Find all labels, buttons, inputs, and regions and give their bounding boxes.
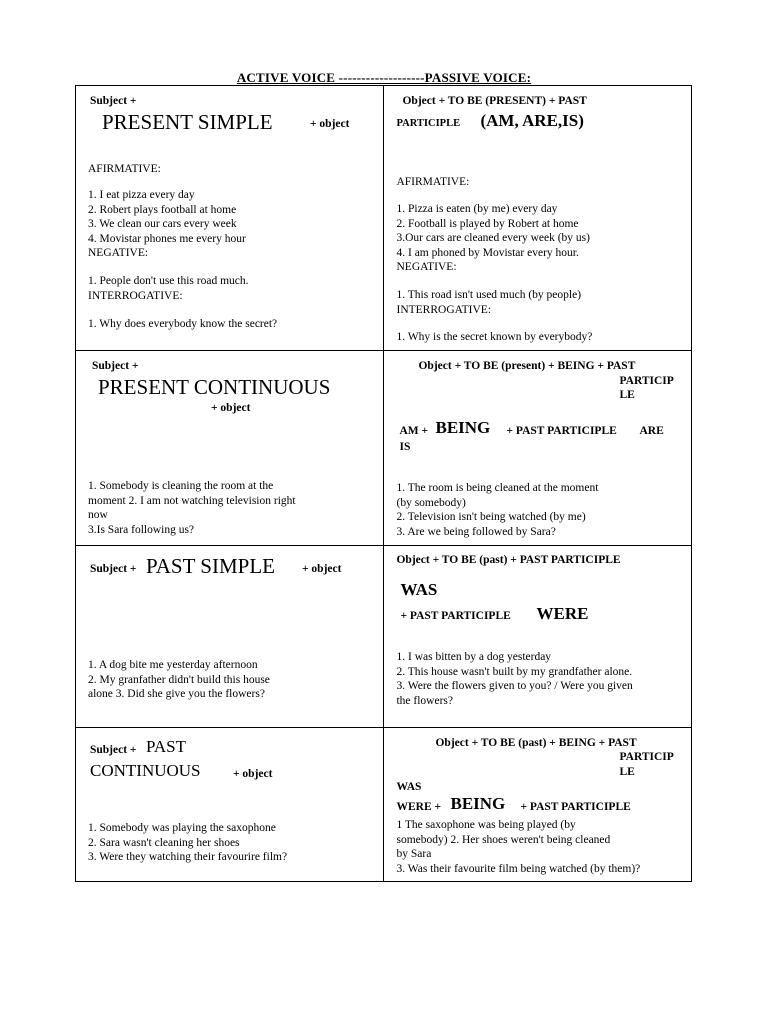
example-line: 2. Television isn't being watched (by me) (396, 511, 586, 523)
passive-formula-cont: PARTICIP (619, 375, 674, 387)
example-line: 3. Were they watching their favourire film? (88, 851, 288, 863)
object-label: + object (233, 768, 273, 780)
table-row (76, 351, 692, 546)
example-line: 1. This road isn't used much (by people) (396, 289, 582, 301)
examples (396, 481, 598, 539)
example-line: 1. Somebody is cleaning the room at the (88, 480, 274, 492)
example-line: 2. Robert plays football at home (88, 203, 237, 216)
object-label: + object (302, 563, 342, 575)
affirmative-label: AFIRMATIVE: (396, 176, 470, 188)
interrogative-examples (396, 330, 592, 345)
active-cell (76, 728, 384, 882)
page-title: ACTIVE VOICE -------------------PASSIVE VOICE: (236, 70, 532, 85)
passive-cell (384, 546, 692, 728)
voice-table (75, 85, 692, 882)
past-participle-label: + PAST PARTICIPLE (506, 425, 617, 437)
affirmative-examples (396, 202, 589, 275)
were-label: WERE (536, 604, 589, 623)
subject-label: Subject + (90, 744, 137, 756)
example-line: 3.Our cars are cleaned every week (by us) (396, 232, 590, 244)
passive-forms: (AM, ARE,IS) (480, 111, 584, 130)
passive-formula-cont: LE (619, 766, 635, 778)
subject-label: Subject + (90, 95, 137, 107)
subject-label: Subject + (90, 563, 137, 575)
was-label: WAS (396, 781, 422, 793)
active-cell (76, 546, 384, 728)
tense-title: PAST (146, 737, 187, 756)
negative-examples (396, 288, 581, 317)
being-label: BEING (435, 418, 491, 437)
subject-label: Subject + (92, 360, 139, 372)
example-line: 1. People don't use this road much. (88, 275, 249, 287)
being-label: BEING (450, 794, 506, 813)
passive-cell (384, 86, 692, 351)
tense-title-cont: CONTINUOUS (90, 761, 201, 780)
example-line: 4. Movistar phones me every hour (88, 232, 246, 245)
passive-formula: Object + TO BE (PRESENT) + PAST (402, 95, 587, 107)
example-line: alone 3. Did she give you the flowers? (88, 688, 265, 700)
tense-title: PRESENT SIMPLE (102, 110, 273, 134)
example-line: (by somebody) (396, 496, 466, 509)
example-line: 3. Was their favourite film being watched (by them)? (396, 862, 641, 875)
tense-title: PAST SIMPLE (146, 554, 275, 578)
passive-cell (384, 728, 692, 882)
example-line: 2. This house wasn't built by my grandfather alone. (396, 665, 633, 678)
example-line: somebody) 2. Her shoes weren't being cleaned (396, 833, 611, 846)
example-line: 1. I eat pizza every day (88, 189, 195, 201)
interrogative-examples (88, 317, 277, 332)
table-row (76, 86, 692, 351)
example-line: 4. I am phoned by Movistar every hour. (396, 246, 579, 259)
example-line: 2. Sara wasn't cleaning her shoes (88, 836, 240, 849)
passive-cell (384, 351, 692, 546)
passive-formula-cont: PARTICIP (619, 751, 674, 763)
table-row (76, 546, 692, 728)
object-label: + object (211, 402, 251, 414)
example-line: by Sara (396, 848, 432, 860)
am-label: AM + (399, 425, 429, 437)
interrogative-label: INTERROGATIVE: (396, 303, 492, 316)
affirmative-examples (88, 188, 246, 261)
past-participle-label: + PAST PARTICIPLE (520, 801, 631, 813)
passive-formula-cont: PARTICIPLE (396, 118, 461, 129)
are-label: ARE (639, 425, 664, 437)
passive-formula: Object + TO BE (present) + BEING + PAST (418, 360, 636, 372)
was-label: WAS (400, 580, 438, 599)
examples (88, 821, 287, 865)
object-label: + object (310, 118, 350, 130)
example-line: 1 The saxophone was being played (by (396, 819, 576, 831)
passive-formula: Object + TO BE (past) + PAST PARTICIPLE (396, 554, 621, 566)
examples (396, 650, 632, 708)
negative-examples (88, 274, 249, 303)
examples (88, 658, 270, 702)
example-line: the flowers? (396, 694, 454, 707)
example-line: 3. We clean our cars every week (88, 218, 237, 230)
is-label: IS (399, 441, 411, 453)
example-line: 3. Were the flowers given to you? / Were you given (396, 680, 633, 692)
examples (88, 479, 296, 537)
tense-title: PRESENT CONTINUOUS (98, 375, 331, 399)
past-participle-label: + PAST PARTICIPLE (400, 610, 511, 622)
passive-formula: Object + TO BE (past) + BEING + PAST (435, 737, 637, 749)
table-row (76, 728, 692, 882)
negative-label: NEGATIVE: (88, 247, 149, 259)
example-line: moment 2. I am not watching television right (88, 494, 296, 507)
example-line: 1. Somebody was playing the saxophone (88, 822, 276, 834)
example-line: 3. Are we being followed by Sara? (396, 525, 556, 538)
negative-label: NEGATIVE: (396, 261, 457, 273)
examples (396, 818, 640, 876)
example-line: 1. Pizza is eaten (by me) every day (396, 203, 558, 215)
example-line: 1. I was bitten by a dog yesterday (396, 651, 552, 663)
example-line: 1. Why does everybody know the secret? (88, 318, 278, 330)
example-line: 3.Is Sara following us? (88, 523, 195, 536)
example-line: 1. The room is being cleaned at the moment (396, 482, 599, 494)
affirmative-label: AFIRMATIVE: (88, 163, 161, 175)
example-line: 1. A dog bite me yesterday afternoon (88, 659, 258, 671)
example-line: 2. Football is played by Robert at home (396, 217, 579, 230)
active-cell (76, 351, 384, 546)
passive-formula-cont: LE (619, 389, 635, 401)
example-line: now (88, 509, 108, 521)
example-line: 2. My granfather didn't build this house (88, 673, 270, 686)
interrogative-label: INTERROGATIVE: (88, 289, 183, 302)
were-label: WERE + (396, 801, 442, 813)
example-line: 1. Why is the secret known by everybody? (396, 331, 593, 343)
active-cell (76, 86, 384, 351)
